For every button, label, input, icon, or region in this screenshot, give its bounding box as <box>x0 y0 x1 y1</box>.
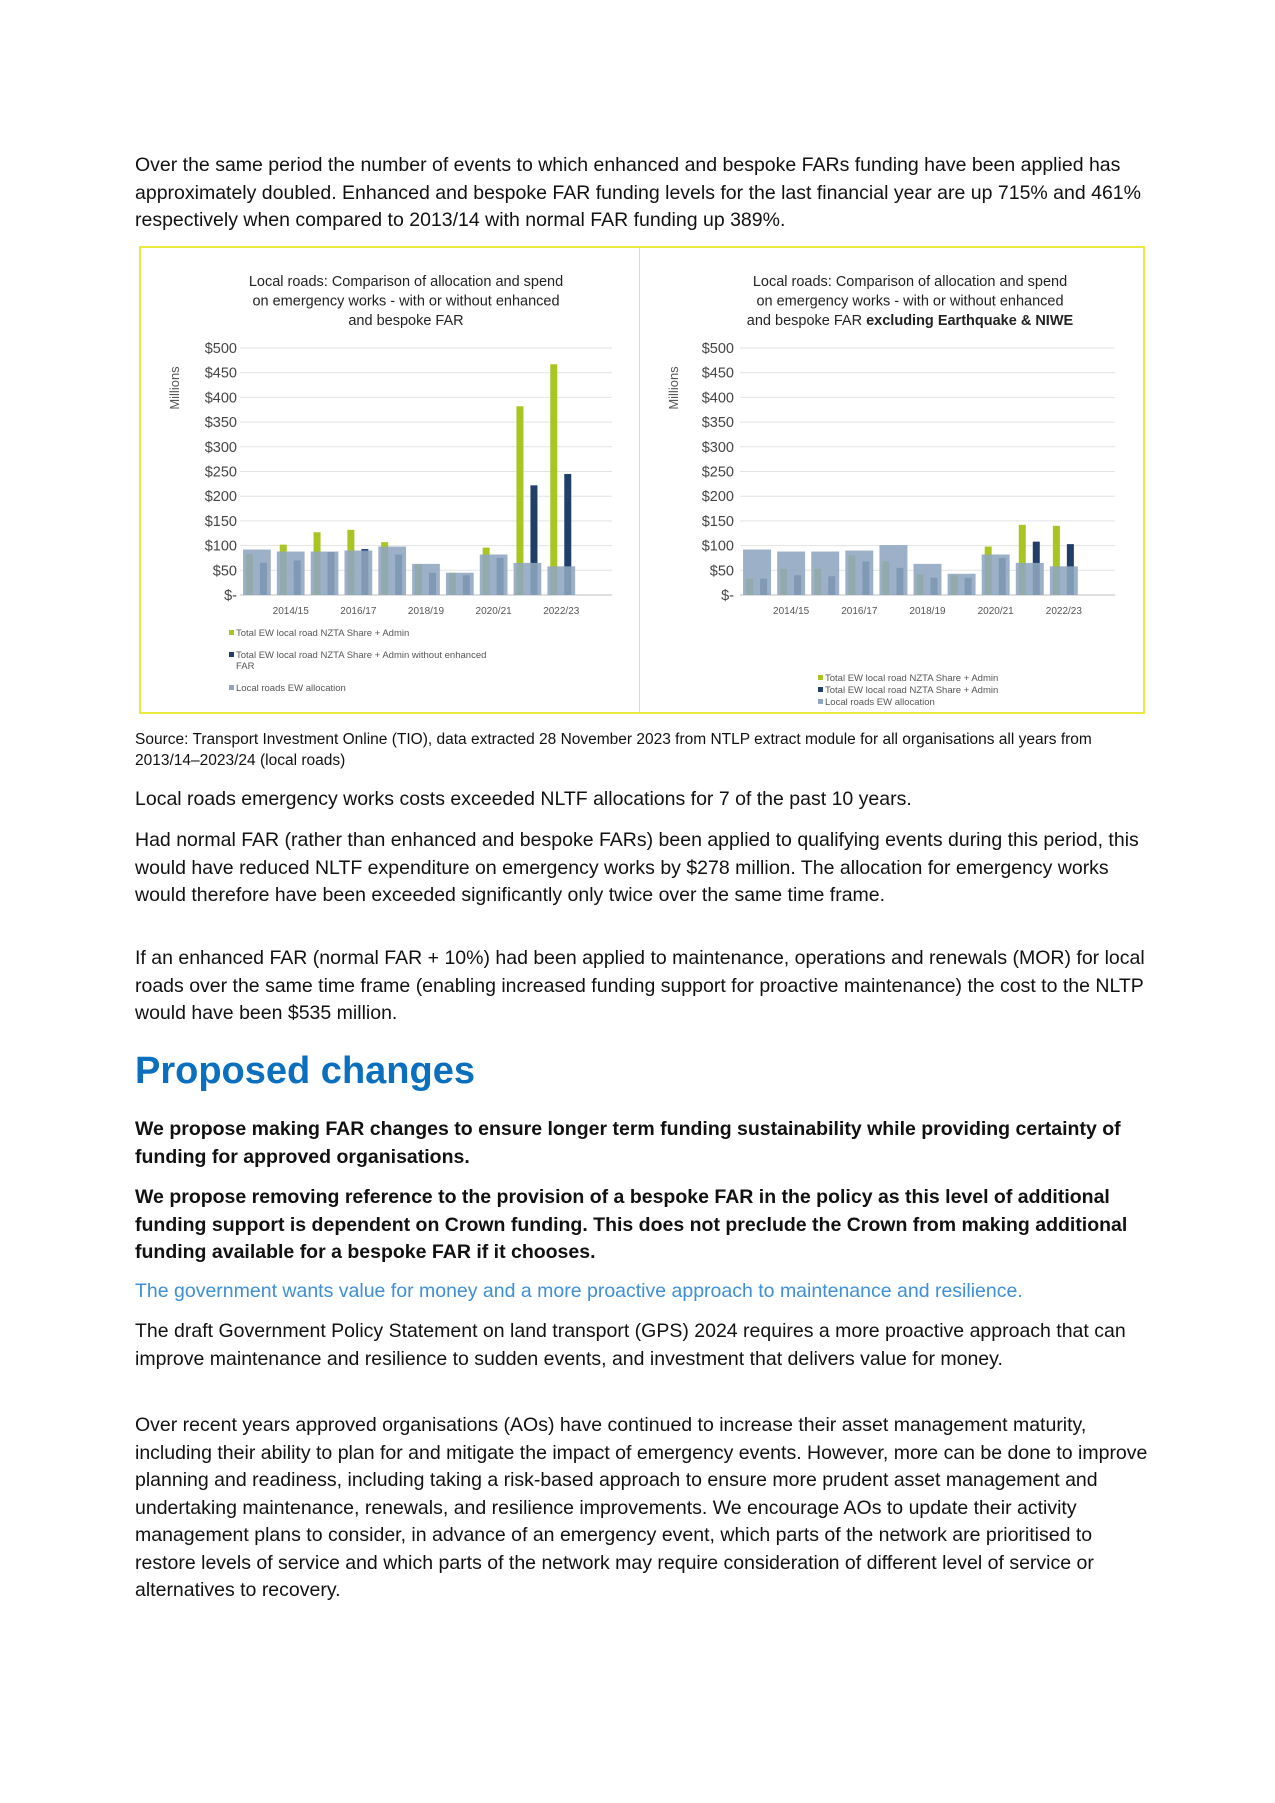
y-tick-label: $- <box>721 588 734 604</box>
legend-label: FAR <box>236 661 255 672</box>
bar-allocation <box>1050 566 1078 595</box>
intro-paragraph: Over the same period the number of events to which enhanced and bespoke FARs funding have been applied has approximately doubled. Enhanced and bespoke FAR funding levels for the last financial year are up 715% and 461% respectively when compared to 2013/14 with normal FAR funding up 389%. <box>135 154 1141 231</box>
bar-allocation <box>446 573 474 595</box>
lead-statement: The government wants value for money and a more proactive approach to maintenance and resilience. <box>135 1280 1023 1302</box>
bar-allocation <box>514 563 542 595</box>
bar-allocation <box>845 551 873 595</box>
chart-title <box>747 274 1074 329</box>
y-axis-label: Millions <box>666 366 681 410</box>
y-tick-label: $500 <box>204 341 237 357</box>
allocation-vs-spend-excl-earthquake-chart <box>640 248 1143 712</box>
proposal-paragraph-2: We propose removing reference to the provision of a bespoke FAR in the policy as this level of additional funding support is dependent on Crown funding. This does not preclude the Crown from making additional funding available for a bespoke FAR if it chooses. <box>135 1186 1128 1263</box>
legend-marker <box>818 675 823 680</box>
y-tick-label: $250 <box>204 464 237 481</box>
bar-allocation <box>948 574 976 595</box>
y-tick-label: $100 <box>701 538 734 555</box>
bar-allocation <box>243 550 271 595</box>
asset-management-paragraph: Over recent years approved organisations (AOs) have continued to increase their asset management maturity, including their ability to plan for and mitigate the impact of emergency events. However, more can be done to improve planning and readiness, including taking a risk-based approach to ensure more prudent asset management and undertaking maintenance, renewals, and resilience improvements. We encourage AOs to update their activity management plans to consider, in advance of an emergency event, which parts of the network are prioritised to restore levels of service and which parts of the network may require consideration of different level of service or alternatives to recovery. <box>135 1414 1148 1601</box>
body-paragraph-3: If an enhanced FAR (normal FAR + 10%) had been applied to maintenance, operations and renewals (MOR) for local roads over the same time frame (enabling increased funding support for proactive maintenance) the cost to the NLTP would have been $535 million. <box>135 947 1145 1024</box>
bar-allocation <box>547 566 575 595</box>
bar-allocation <box>777 552 805 595</box>
bar-spend <box>550 364 557 595</box>
allocation-vs-spend-chart <box>141 248 639 712</box>
legend-label: Local roads EW allocation <box>825 697 935 708</box>
x-tick-label: 2018/19 <box>407 606 445 617</box>
proposal-paragraph-1: We propose making FAR changes to ensure longer term funding sustainability while providing certainty of funding for approved organisations. <box>135 1118 1121 1168</box>
legend-label: Local roads EW allocation <box>236 683 346 694</box>
y-tick-label: $300 <box>701 439 734 456</box>
chart-title-line: and bespoke FAR excluding Earthquake & NIWE <box>746 313 1074 329</box>
y-tick-label: $200 <box>204 489 237 506</box>
bar-allocation <box>311 552 339 595</box>
chart-title <box>249 274 563 329</box>
y-tick-label: $50 <box>709 563 734 580</box>
chart-title-line: on emergency works - with or without enhanced <box>756 293 1064 310</box>
y-tick-label: $100 <box>204 538 237 555</box>
x-tick-label: 2014/15 <box>272 606 309 617</box>
x-tick-label: 2018/19 <box>909 606 946 617</box>
bar-allocation <box>344 551 372 595</box>
y-tick-label: $450 <box>701 365 734 382</box>
x-tick-label: 2014/15 <box>773 606 810 617</box>
y-tick-label: $400 <box>204 390 237 407</box>
y-tick-label: $350 <box>701 415 734 432</box>
y-tick-label: $450 <box>204 365 237 382</box>
chart-title-bold: excluding Earthquake & NIWE <box>866 313 1074 329</box>
bar-allocation <box>811 552 839 595</box>
y-tick-label: $- <box>224 588 237 604</box>
bar-allocation <box>982 554 1010 595</box>
bar-allocation <box>480 554 508 595</box>
section-heading: Proposed changes <box>135 1050 475 1092</box>
legend-marker <box>229 685 234 690</box>
body-paragraph-1: Local roads emergency works costs exceeded NLTF allocations for 7 of the past 10 years. <box>135 788 912 810</box>
legend-label: Total EW local road NZTA Share + Admin <box>825 673 999 684</box>
x-tick-label: 2020/21 <box>475 606 512 617</box>
y-tick-label: $200 <box>701 489 734 506</box>
gps-paragraph: The draft Government Policy Statement on land transport (GPS) 2024 requires a more proactive approach that can improve maintenance and resilience to sudden events, and investment that delivers value for money. <box>135 1320 1126 1370</box>
x-tick-label: 2022/23 <box>543 606 580 617</box>
bar-allocation <box>378 547 406 595</box>
y-tick-label: $300 <box>204 439 237 456</box>
y-tick-label: $500 <box>701 341 734 357</box>
y-tick-label: $50 <box>212 563 237 580</box>
body-paragraph-2: Had normal FAR (rather than enhanced and bespoke FARs) been applied to qualifying events during this period, this would have reduced NLTF expenditure on emergency works by $278 million. The allocation for emergency works would therefore have been exceeded significantly only twice over the same time frame. <box>135 829 1139 906</box>
bar-allocation <box>277 552 305 595</box>
chart-title-line: Local roads: Comparison of allocation and spend <box>248 274 564 290</box>
legend-marker <box>229 630 234 635</box>
figure-source-note: Source: Transport Investment Online (TIO), data extracted 28 November 2023 from NTLP extract module for all organisations all years from 2013/14–2023/24 (local roads) <box>135 731 1092 769</box>
bar-allocation <box>1016 563 1044 595</box>
legend-marker <box>818 699 823 704</box>
bar-allocation <box>412 564 440 595</box>
y-tick-label: $350 <box>204 415 237 432</box>
x-tick-label: 2022/23 <box>1045 606 1082 617</box>
bar-allocation <box>743 550 771 595</box>
x-tick-label: 2020/21 <box>977 606 1014 617</box>
legend-label: Total EW local road NZTA Share + Admin <box>825 685 999 696</box>
legend-marker <box>818 687 823 692</box>
bar-allocation <box>879 545 907 595</box>
legend-marker <box>229 652 234 657</box>
legend-label: Total EW local road NZTA Share + Admin <box>236 628 410 639</box>
chart-title-line: and bespoke FAR <box>348 313 464 329</box>
chart-title-line: on emergency works - with or without enhanced <box>252 293 560 310</box>
chart-figure <box>139 246 1145 714</box>
y-tick-label: $150 <box>701 513 734 530</box>
chart-title-line: Local roads: Comparison of allocation and spend <box>752 274 1068 290</box>
y-axis-label: Millions <box>167 366 182 410</box>
y-tick-label: $250 <box>701 464 734 481</box>
y-tick-label: $400 <box>701 390 734 407</box>
y-tick-label: $150 <box>204 513 237 530</box>
x-tick-label: 2016/17 <box>841 606 878 617</box>
x-tick-label: 2016/17 <box>340 606 377 617</box>
bar-allocation <box>914 564 942 595</box>
legend-label: Total EW local road NZTA Share + Admin without enhanced <box>236 650 487 661</box>
